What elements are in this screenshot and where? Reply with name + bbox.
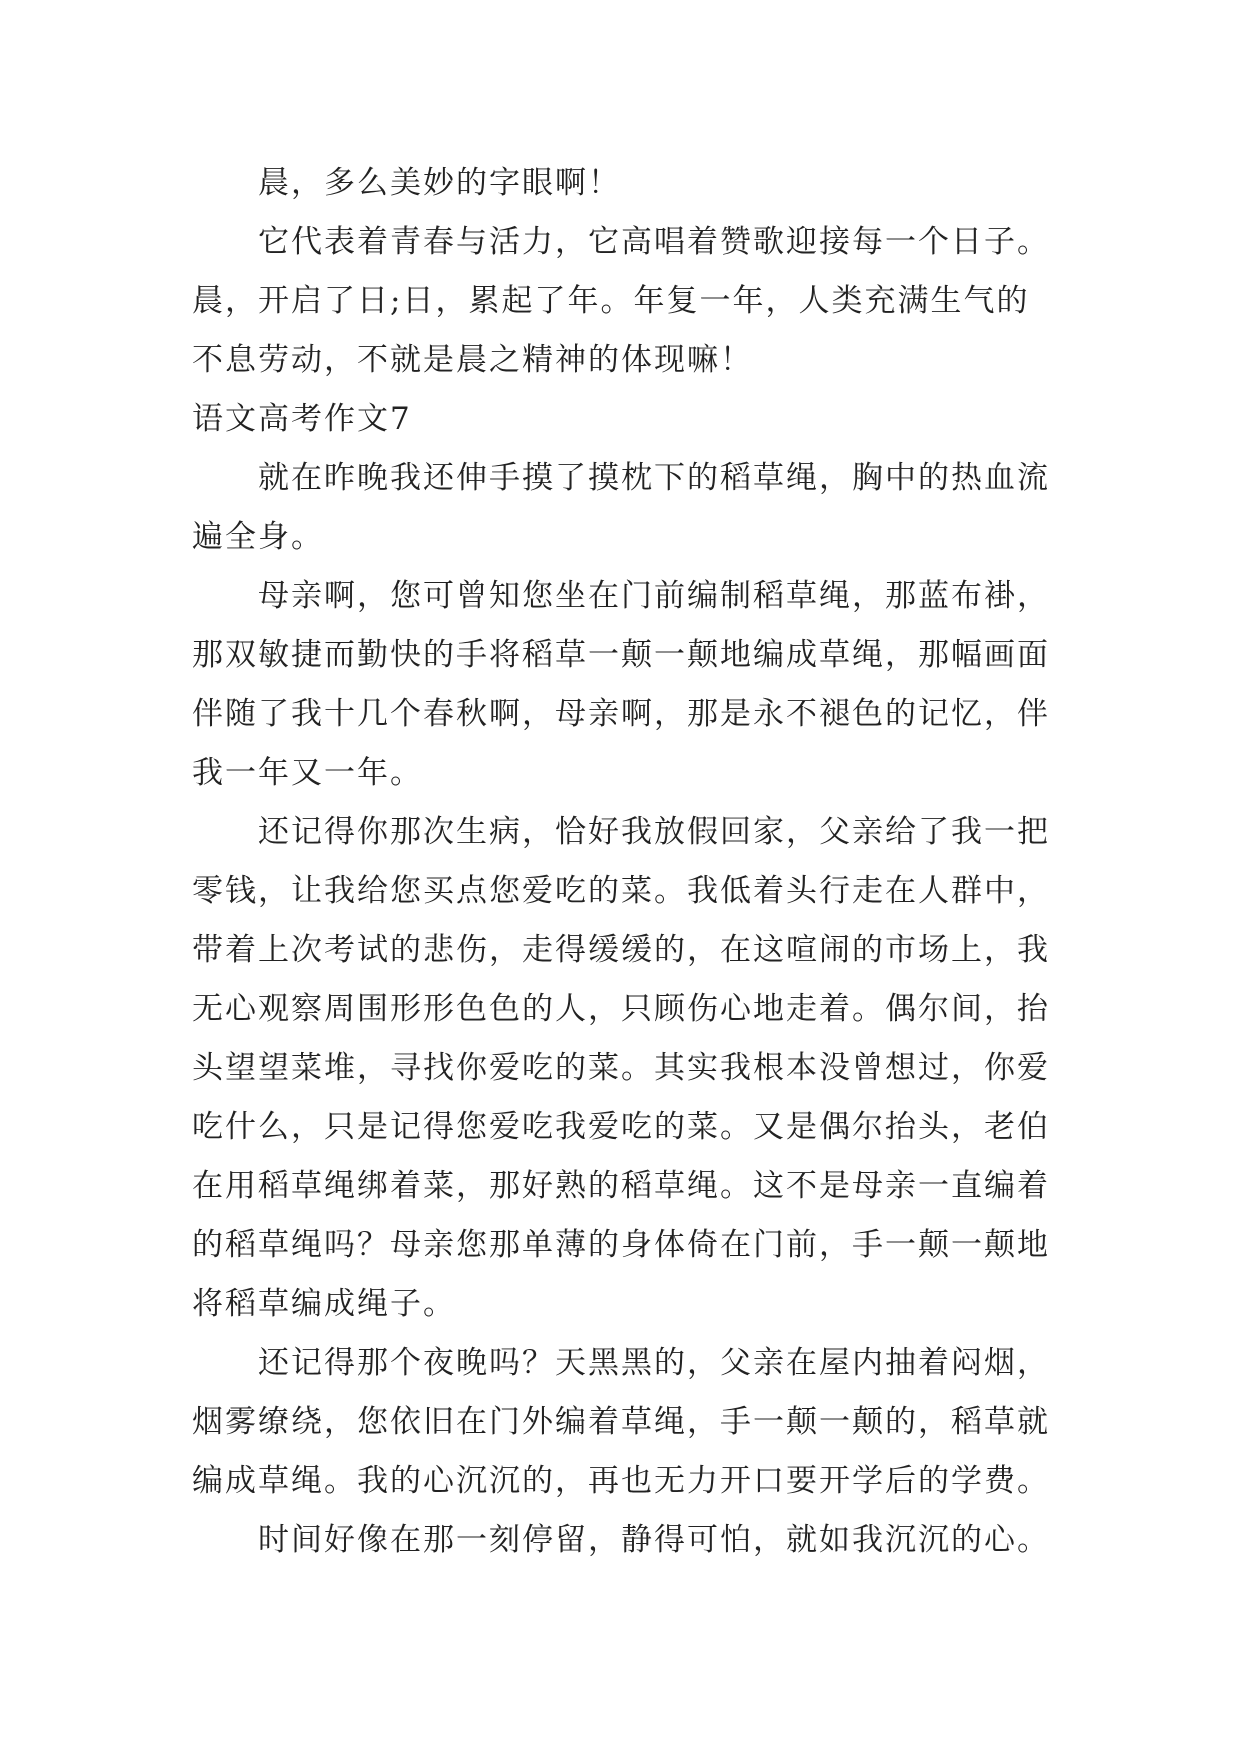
- paragraph-line: 头望望菜堆，寻找你爱吃的菜。其实我根本没曾想过，你爱: [192, 1050, 1050, 1086]
- paragraph-line: 它代表着青春与活力，它高唱着赞歌迎接每一个日子。: [258, 224, 1050, 260]
- paragraph-line: 还记得你那次生病，恰好我放假回家，父亲给了我一把: [258, 814, 1050, 850]
- paragraph-line: 母亲啊，您可曾知您坐在门前编制稻草绳，那蓝布褂，: [258, 578, 1050, 614]
- paragraph-line: 不息劳动，不就是晨之精神的体现嘛！: [192, 342, 753, 378]
- paragraph-line: 还记得那个夜晚吗？天黑黑的，父亲在屋内抽着闷烟，: [258, 1345, 1050, 1381]
- paragraph-line: 无心观察周围形形色色的人，只顾伤心地走着。偶尔间，抬: [192, 991, 1050, 1027]
- paragraph-line: 那双敏捷而勤快的手将稻草一颠一颠地编成草绳，那幅画面: [192, 637, 1050, 673]
- paragraph-line: 晨，多么美妙的字眼啊！: [258, 165, 621, 201]
- paragraph-line: 在用稻草绳绑着菜，那好熟的稻草绳。这不是母亲一直编着: [192, 1168, 1050, 1204]
- paragraph-line: 将稻草编成绳子。: [192, 1286, 456, 1322]
- paragraph-line: 带着上次考试的悲伤，走得缓缓的，在这喧闹的市场上，我: [192, 932, 1050, 968]
- paragraph-line: 编成草绳。我的心沉沉的，再也无力开口要开学后的学费。: [192, 1463, 1050, 1499]
- paragraph-line: 零钱，让我给您买点您爱吃的菜。我低着头行走在人群中，: [192, 873, 1050, 909]
- section-heading: 语文高考作文7: [192, 401, 412, 437]
- paragraph-line: 烟雾缭绕，您依旧在门外编着草绳，手一颠一颠的，稻草就: [192, 1404, 1050, 1440]
- paragraph-line: 遍全身。: [192, 519, 324, 555]
- essay-body: [192, 154, 1072, 1570]
- paragraph-line: 吃什么，只是记得您爱吃我爱吃的菜。又是偶尔抬头，老伯: [192, 1109, 1050, 1145]
- paragraph-line: 时间好像在那一刻停留，静得可怕，就如我沉沉的心。: [258, 1522, 1050, 1558]
- paragraph-line: 伴随了我十几个春秋啊，母亲啊，那是永不褪色的记忆，伴: [192, 696, 1050, 732]
- paragraph-line: 就在昨晚我还伸手摸了摸枕下的稻草绳，胸中的热血流: [258, 460, 1050, 496]
- paragraph-line: 我一年又一年。: [192, 755, 423, 791]
- paragraph-line: 晨，开启了日;日，累起了年。年复一年，人类充满生气的: [192, 283, 1030, 319]
- paragraph-line: 的稻草绳吗？母亲您那单薄的身体倚在门前，手一颠一颠地: [192, 1227, 1050, 1263]
